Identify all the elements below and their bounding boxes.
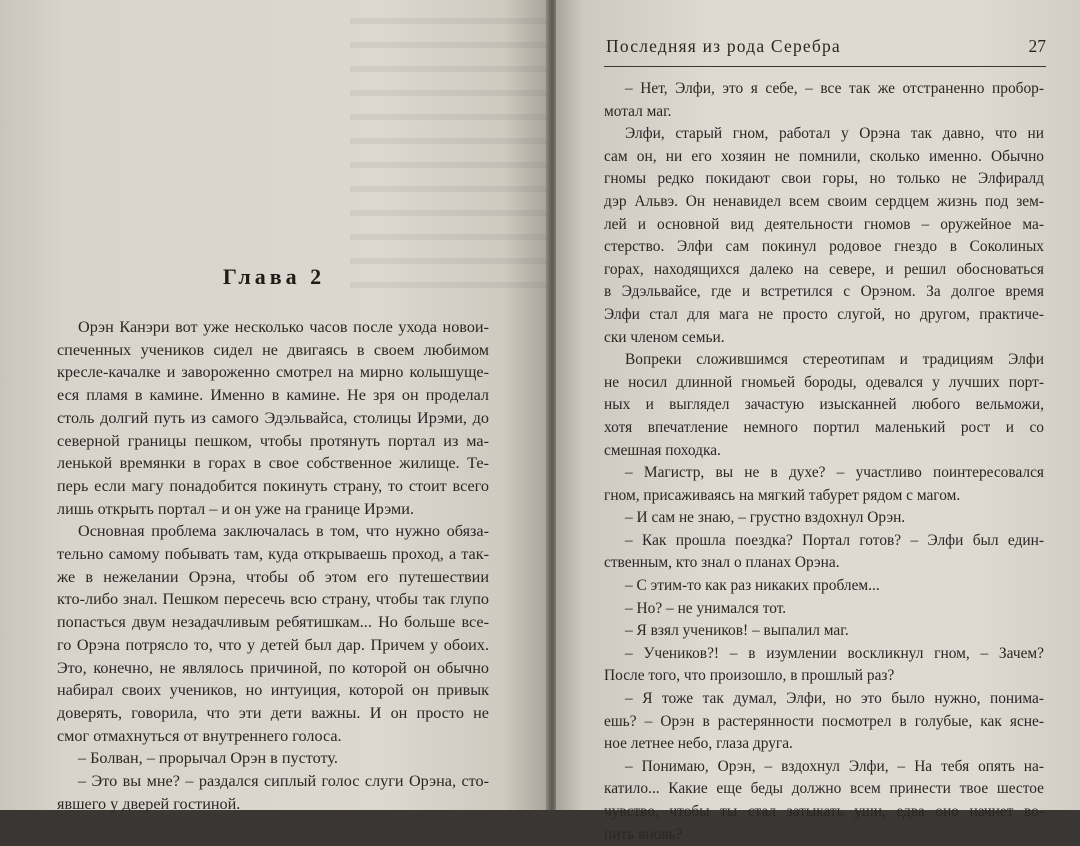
text-line: горах, находящихся далеко на севере, и решил обосноваться (604, 260, 1044, 278)
text-line: стерство. Элфи сам покинул родовое гнездо в Соколиных (604, 238, 1044, 256)
text-line: северной границы пешком, чтобы протянуть портал из ма- (57, 431, 489, 450)
text-line: дэр Альвэ. Он ненавидел всем своим сердцем жизнь под зем- (604, 192, 1044, 210)
text-line: Это, конечно, не являлось причиной, по которой он обычно (57, 658, 489, 677)
text-line: кресле-качалке и завороженно смотрел на мирно колышуще- (57, 363, 489, 382)
text-line: столь долгий путь из самого Эдэльвайса, столицы Ирэми, до (57, 408, 489, 427)
text-line: Элфи стал для мага не просто слугой, но другом, практиче- (604, 305, 1044, 323)
text-line: ленькой времянки в горах в свое собственное жилище. Те- (57, 454, 489, 473)
text-line: – Я взял учеников! – выпалил маг. (625, 622, 849, 640)
text-line: лишь открыть портал – и он уже на границе Ирэми. (57, 499, 415, 518)
text-line: – Это вы мне? – раздался сиплый голос слуги Орэна, сто- (78, 772, 489, 791)
text-line: гномы редко покидают свои горы, но только не Элфиралд (604, 170, 1044, 188)
text-line: ственным, кто знал о планах Орэна. (604, 554, 840, 572)
text-line: хотя впечатление немного портил маленький рост и со (604, 418, 1044, 436)
text-line: – Но? – не унимался тот. (625, 599, 787, 617)
text-line: Элфи, старый гном, работал у Орэна так давно, что ни (625, 125, 1044, 143)
text-line: ски членом семьи. (604, 328, 725, 346)
text-line: гном, присаживаясь на мягкий табурет рядом с магом. (604, 486, 961, 504)
page-number: 27 (1028, 36, 1046, 56)
left-page-body (57, 316, 489, 815)
text-line: не носил длинной гномьей бороды, одевался у лучших порт- (604, 373, 1044, 391)
text-line: Основная проблема заключалась в том, что нужно обяза- (78, 522, 489, 541)
text-line: пить вновь? (604, 825, 683, 843)
text-line: – И сам не знаю, – грустно вздохнул Орэн. (625, 509, 906, 527)
text-line: го Орэна потрясло то, что у детей был дар. Причем у обоих. (57, 635, 489, 654)
text-line: – Я тоже так думал, Элфи, но это было нужно, понима- (625, 690, 1044, 708)
text-line: попасться двум незадачливым ребятишкам... Но больше все- (57, 613, 489, 632)
text-line: перь если магу понадобится покинуть страну, то стоит всего (57, 476, 489, 495)
text-line: явшего у дверей гостиной. (57, 794, 241, 813)
running-title: Последняя из рода Серебра (606, 36, 841, 56)
text-line: кто-либо знал. Пешком пересечь всю страну, чтобы так глупо (57, 590, 489, 609)
text-line: ешь? – Орэн в растерянности посмотрел в голубые, как ясне- (604, 712, 1044, 730)
text-line: Вопреки сложившимся стереотипам и традициям Элфи (625, 351, 1044, 369)
text-line: же в нежелании Орэна, чтобы об этом его путешествии (57, 567, 489, 586)
bleed-through-text (350, 0, 550, 300)
text-line: смог отмахнуться от внутреннего голоса. (57, 726, 342, 745)
text-line: тельно самому побывать там, куда открываешь проход, а так- (57, 545, 489, 564)
text-line: в Эдэльвайсе, где и встретился с Орэном. За долгое время (604, 283, 1044, 301)
text-line: ных и выглядел зачастую изысканней любого вельможи, (604, 396, 1044, 414)
text-line: мотал маг. (604, 102, 672, 120)
text-line: – Учеников?! – в изумлении воскликнул гном, – Зачем? (625, 644, 1044, 662)
text-line: Орэн Канэри вот уже несколько часов после ухода новои- (78, 318, 489, 336)
text-line: – Болван, – прорычал Орэн в пустоту. (78, 749, 338, 768)
text-line: катило... Какие еще беды должно всем принести твое шестое (604, 780, 1044, 798)
left-page (0, 0, 548, 813)
text-line: доверять, говорила, что эти дети важны. И он просто не (57, 703, 489, 722)
text-line: спеченных учеников сидел не двигаясь в своем любимом (57, 340, 489, 359)
right-page-body (604, 78, 1044, 846)
text-line: набирал своих учеников, но интуиция, которой он привык (57, 681, 489, 700)
text-line: смешная походка. (604, 441, 721, 459)
text-line: – С этим-то как раз никаких проблем... (625, 577, 880, 595)
text-line: чувство, чтобы ты стал затыкать уши, едва оно начнет во- (604, 803, 1044, 820)
text-line: еся пламя в камине. Именно в камине. Не зря он проделал (57, 386, 489, 405)
text-line: – Магистр, вы не в духе? – участливо поинтересовался (625, 464, 1044, 482)
chapter-title: Глава 2 (222, 264, 326, 289)
text-line: лей и основной вид деятельности гномов – оружейное ма- (604, 215, 1044, 233)
text-line: После того, что произошло, в прошлый раз? (604, 667, 895, 685)
text-line: – Как прошла поездка? Портал готов? – Элфи был един- (625, 531, 1044, 549)
text-line: – Нет, Элфи, это я себе, – все так же отстраненно пробор- (625, 80, 1044, 97)
text-line: – Понимаю, Орэн, – вздохнул Элфи, – На тебя опять на- (625, 757, 1044, 775)
text-line: ное летнее небо, глаза друга. (604, 735, 793, 753)
text-line: сам он, ни его хозяин не помнили, сколько именно. Обычно (604, 147, 1044, 165)
running-header (604, 36, 1046, 67)
